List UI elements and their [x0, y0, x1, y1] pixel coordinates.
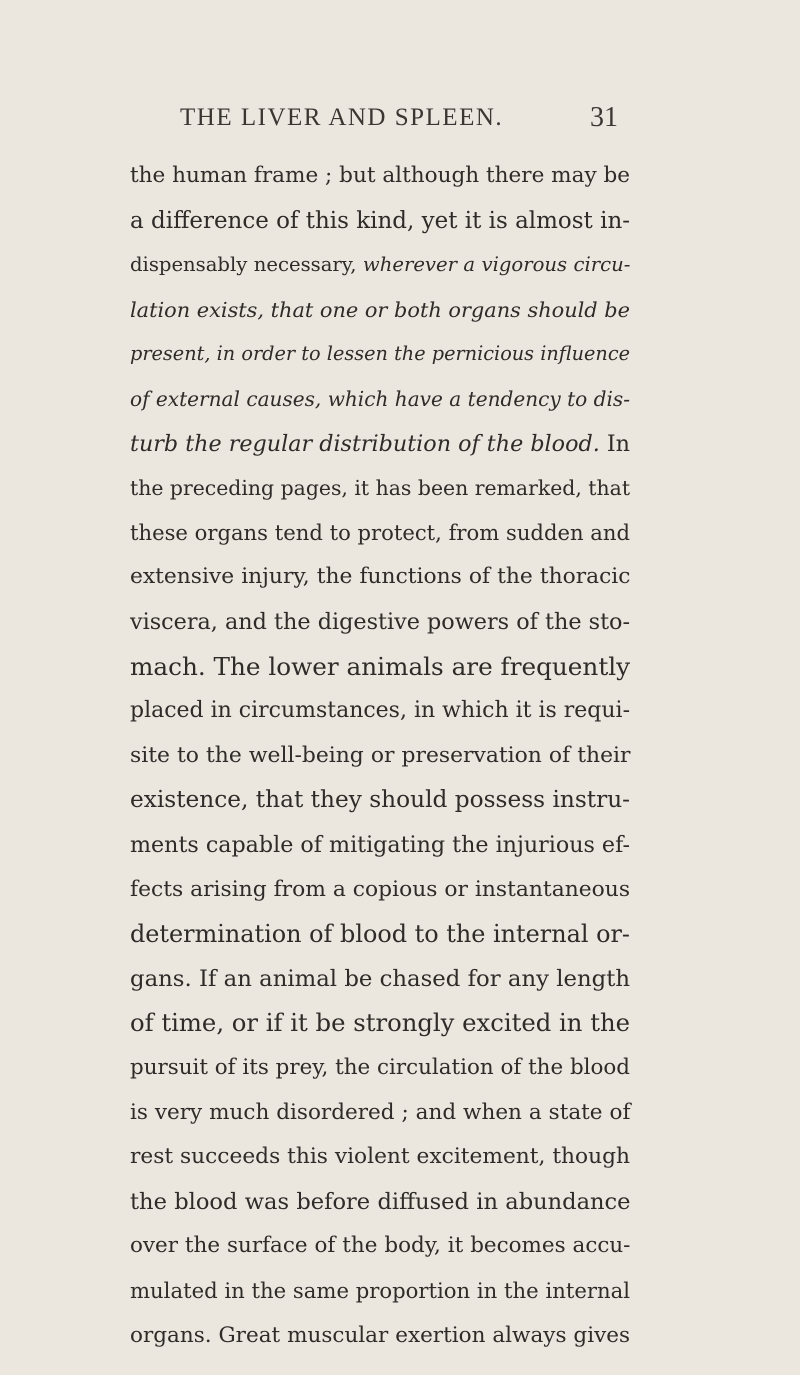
text-line: [130, 870, 630, 910]
italic-text-segment: turb the regular distribution of the blood.: [130, 430, 600, 457]
text-line: [130, 1226, 630, 1266]
text-line: [130, 1316, 630, 1356]
text-segment: a difference of this kind, yet it is almost in-: [130, 207, 630, 234]
text-line: [130, 959, 630, 999]
italic-text-segment: wherever a vigorous circu-: [362, 253, 631, 277]
text-segment: dispensably necessary,: [130, 253, 363, 277]
text-segment: ments capable of mitigating the injurious ef-: [130, 832, 630, 858]
text-segment: existence, that they should possess instru-: [130, 786, 631, 814]
text-segment: viscera, and the digestive powers of the sto-: [130, 609, 630, 635]
text-segment: site to the well-being or preservation of their: [130, 742, 631, 768]
text-segment: over the surface of the body, it becomes accu-: [130, 1233, 631, 1259]
text-line: [130, 334, 630, 374]
text-segment: pursuit of its prey, the circulation of the blood: [130, 1055, 630, 1080]
text-segment: gans. If an animal be chased for any length: [130, 965, 630, 992]
text-segment: determination of blood to the internal or-: [130, 920, 630, 949]
text-segment: organs. Great muscular exertion always gives: [130, 1322, 630, 1348]
text-segment: placed in circumstances, in which it is requi-: [130, 698, 630, 724]
text-line: [130, 602, 630, 642]
text-line: [130, 468, 630, 508]
text-line: [130, 1271, 630, 1311]
text-segment: the human frame ; but although there may be: [130, 163, 631, 188]
text-segment: In: [599, 430, 630, 457]
text-segment: extensive injury, the functions of the thoracic: [130, 564, 631, 590]
text-line: [130, 1182, 630, 1222]
text-line: [130, 914, 630, 954]
page-number: 31: [590, 102, 618, 133]
italic-text-segment: of external causes, which have a tendency to dis-: [130, 387, 630, 411]
text-line: [130, 513, 630, 553]
text-line: [130, 557, 630, 597]
running-head-title: THE LIVER AND SPLEEN.: [180, 104, 504, 131]
text-line: [130, 245, 630, 285]
text-segment: mach. The lower animals are frequently: [130, 651, 631, 681]
text-segment: the preceding pages, it has been remarked, that: [130, 476, 631, 501]
text-line: [130, 1003, 630, 1043]
text-segment: is very much disordered ; and when a state of: [130, 1099, 631, 1125]
running-head: [0, 104, 800, 144]
text-segment: the blood was before diffused in abundance: [130, 1188, 631, 1215]
text-line: [130, 424, 630, 464]
text-segment: these organs tend to protect, from sudden and: [130, 519, 630, 545]
text-line: [130, 825, 630, 865]
text-segment: mulated in the same proportion in the internal: [130, 1278, 630, 1303]
text-line: [130, 736, 630, 776]
text-line: [130, 780, 630, 820]
text-segment: of time, or if it be strongly excited in the: [130, 1008, 630, 1038]
italic-text-segment: present, in order to lessen the pernicious influence: [130, 342, 630, 366]
text-line: [130, 1048, 630, 1088]
text-segment: rest succeeds this violent excitement, though: [130, 1144, 630, 1170]
text-line: [130, 379, 630, 419]
text-line: [130, 201, 630, 241]
text-line: [130, 691, 630, 731]
italic-text-segment: lation exists, that one or both organs should be: [130, 297, 630, 322]
text-line: [130, 1137, 630, 1177]
text-line: [130, 156, 630, 196]
text-line: [130, 1093, 630, 1133]
text-line: [130, 290, 630, 330]
text-line: [130, 647, 630, 687]
text-segment: fects arising from a copious or instantaneous: [130, 876, 631, 902]
